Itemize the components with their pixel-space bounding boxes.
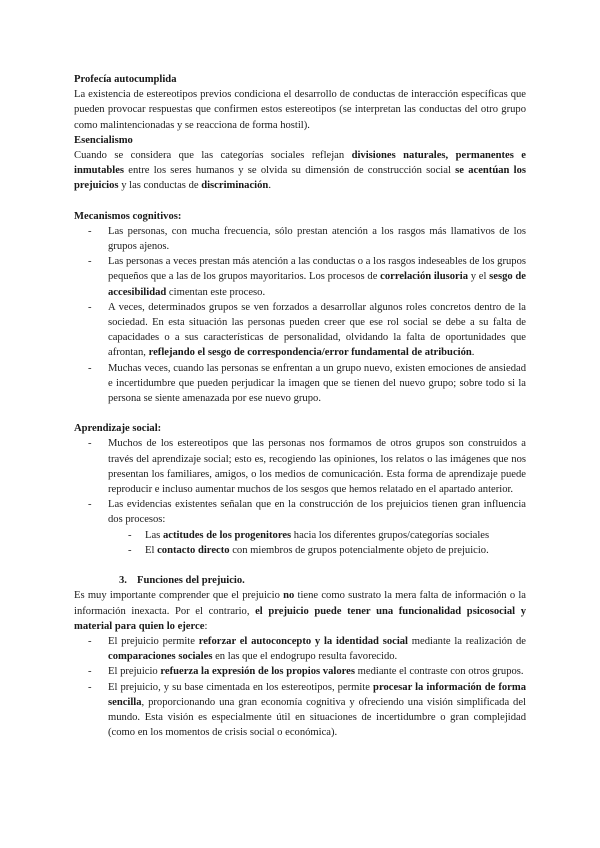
text-run: El prejuicio [108,666,161,678]
section-number: 3. [119,575,127,587]
list-item [74,664,526,679]
bold-run: contacto directo [157,544,230,556]
sublist-item [74,528,526,543]
text-run: y el [468,271,490,283]
text-run: : [204,620,208,632]
paragraph-profecia: La existencia de estereotipos previos condiciona el desarrollo de conductas de interacción específicas que pueden provocar respuestas que confirmen estos estereotipos (se interpretan las conductas del otro grupo como malintencionadas y se reacciona de forma hostil). [74,89,526,131]
list-mecanismos [74,224,526,406]
document-body [74,72,526,740]
list-item: - Las personas, con mucha frecuencia, sólo prestan atención a los rasgos más llamativos de los grupos ajenos. [74,224,526,254]
heading-esencialismo: Esencialismo [74,134,133,146]
text-run: hacia los diferentes grupos/categorías sociales [291,529,490,541]
paragraph-funciones-intro [74,588,526,634]
text-run: , proporcionando una gran economía cognitiva y ofreciendo una visión simplificada del mundo. Esta visión es especialmente útil en situaciones de incertidumbre o gran complejidad (como en los momentos de crisis social o económica). [108,696,526,739]
text-run: Las [145,529,163,541]
text-run: Es muy importante comprender que el prejuicio [74,590,284,602]
list-item [74,254,526,300]
list-item [74,497,526,527]
text-run: A veces, determinados grupos se ven forzados a desarrollar algunos roles concretos dentro de la sociedad. En esta situación las personas pueden creer que ese rol social se debe a su falta de capacidades o a sus características de personalidad, olvidando la falta de oportunidades que afrontan, [108,301,526,359]
section-title: Funciones del prejuicio. [137,575,245,587]
text-run: . [471,347,475,359]
bold-run: comparaciones sociales [108,651,213,663]
text-run: . [268,180,271,192]
bold-run: procesar la información de forma sencilla [108,681,526,708]
bold-run: refuerza la expresión de los propios valores [160,666,355,678]
list-item: - Muchas veces, cuando las personas se enfrentan a un grupo nuevo, existen emociones de ansiedad e incertidumbre que pueden perjudicar la imagen que se tienen del nuevo grupo; sobre todo si la persona se siente amenazada por ese nuevo grupo. [74,361,526,407]
heading-profecia: Profecía autocumplida [74,74,177,85]
text-run: con miembros de grupos potencialmente objeto de prejuicio. [229,544,489,556]
text-run: en las que el endogrupo resulta favorecido. [212,651,398,663]
list-item: - Muchos de los estereotipos que las personas nos formamos de otros grupos son construidos a través del aprendizaje social; esto es, recogiendo las opiniones, los relatos o las imágenes que nos presentan los familiares, amigos, o los medios de comunicación. Esta forma de aprendizaje puede reproducir e incluso aumentar muchos de los sesgos que hemos relatado en el apartado anterior. [74,436,526,497]
bold-run: actitudes de los progenitores [162,529,292,541]
text-run: mediante la realización de [408,635,526,647]
text-run: El prejuicio permite [108,635,199,647]
text-run: Las personas a veces prestan más atención a las conductas o a los rasgos indeseables de los grupos pequeños que a las de los grupos mayoritarios. Los procesos de [108,256,526,283]
paragraph-esencialismo [74,148,526,194]
bold-run: correlación ilusoria [380,271,468,283]
bold-run: discriminación [201,180,269,192]
text-run: Cuando se considera que las categorías sociales reflejan [74,150,352,162]
text-run: entre los seres humanos y se olvida su dimensión de construcción social [124,165,456,177]
bold-run: reflejando el sesgo de correspondencia/error fundamental de atribución [148,347,472,359]
text-run: mediante el contraste con otros grupos. [354,666,524,678]
list-aprendizaje [74,436,526,527]
text-run: tiene como sustrato la mera falta de información o la información inexacta. Por el contrario, [74,590,526,617]
text-run: Las evidencias existentes señalan que en la construcción de los prejuicios tienen gran influencia dos procesos: [108,499,526,526]
bold-run: el prejuicio puede tener una funcionalidad psicosocial y material para quien lo ejerce [74,605,526,632]
text-run: El [145,544,158,556]
list-item [74,680,526,741]
text-run: El prejuicio, y su base cimentada en los estereotipos, permite [108,681,374,693]
heading-funciones [74,573,526,588]
text-run: y las conductas de [118,180,202,192]
heading-mecanismos: Mecanismos cognitivos: [74,210,182,222]
bold-run: no [283,590,295,602]
bold-run: sesgo de accesibilidad [108,271,526,298]
list-funciones [74,634,526,740]
heading-aprendizaje: Aprendizaje social: [74,423,162,435]
bold-run: se acentúan los prejuicios [74,165,527,192]
sublist-item [74,543,526,558]
bold-run: divisiones naturales, permanentes e inmutables [74,150,526,177]
sublist-procesos [74,528,526,558]
list-item [74,634,526,664]
bold-run: reforzar el autoconcepto y la identidad social [198,635,409,647]
list-item [74,300,526,361]
text-run: cimentan este proceso. [166,286,266,298]
